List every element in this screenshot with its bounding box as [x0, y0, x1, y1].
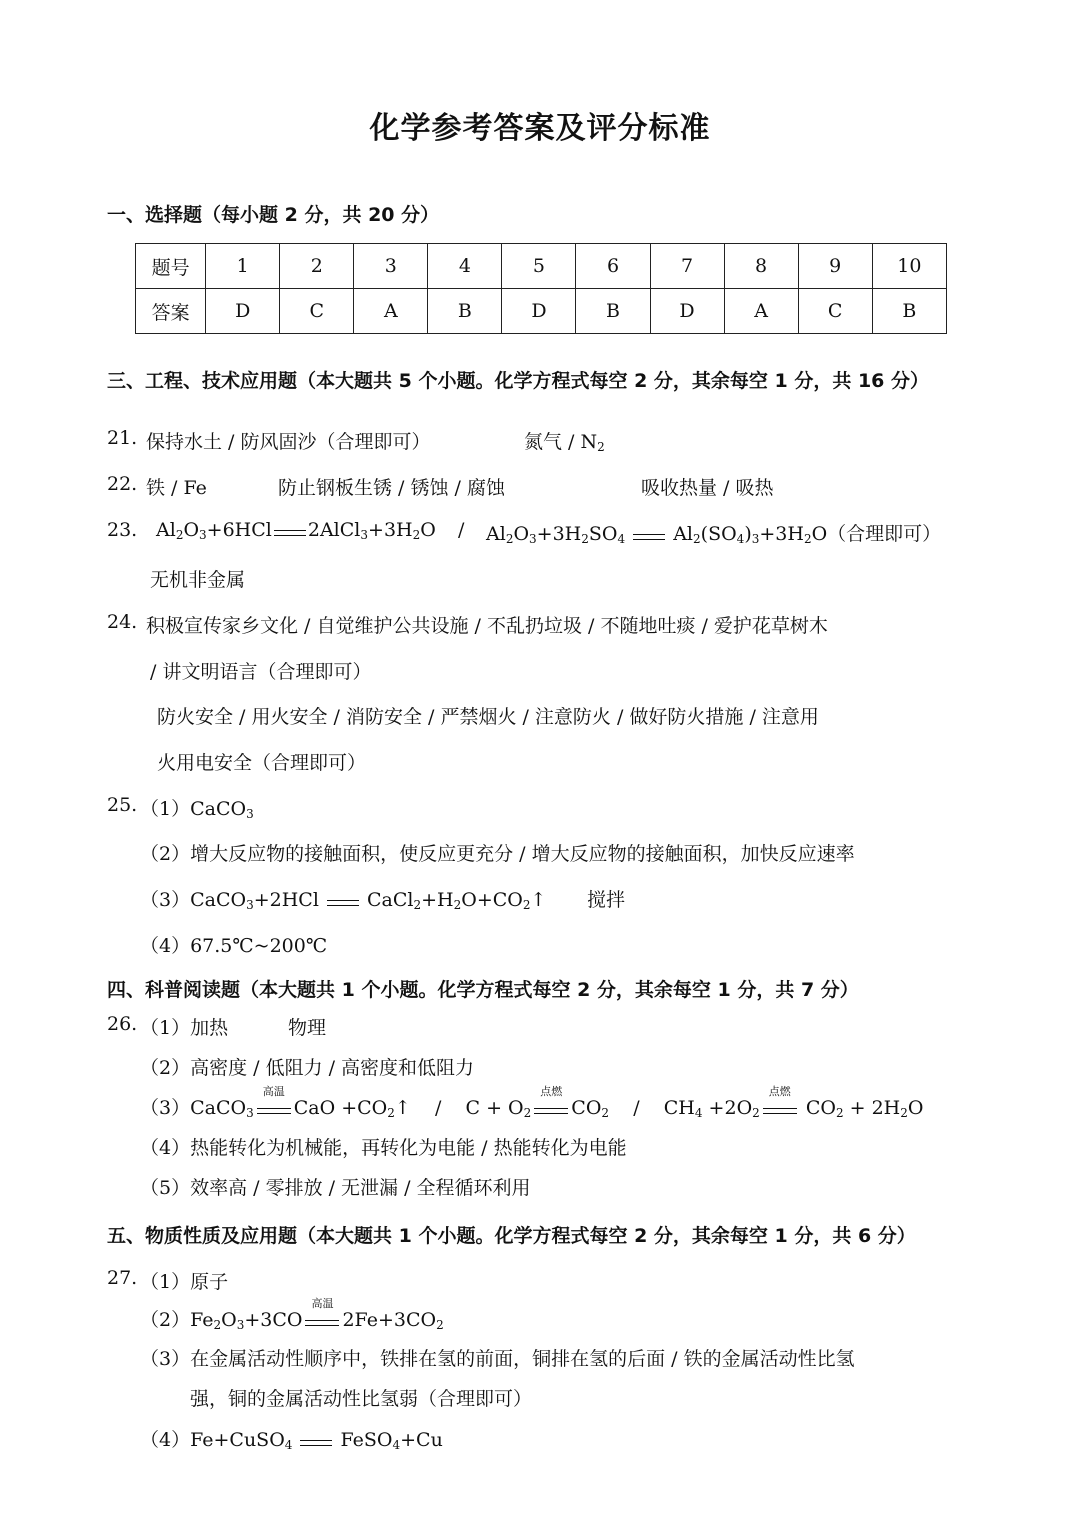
table-cell: 6	[576, 244, 650, 289]
q26-part-4: （4）热能转化为机械能，再转化为电能 / 热能转化为电能	[140, 1137, 627, 1159]
table-cell: 8	[724, 244, 798, 289]
q27-part-2-label: （2）	[140, 1309, 191, 1331]
table-row	[136, 289, 947, 334]
q21-answer-a: 保持水土 / 防风固沙（合理即可）	[146, 431, 431, 453]
condition-equals	[762, 1084, 798, 1119]
table-cell: A	[724, 289, 798, 334]
answer-table	[135, 243, 947, 334]
q23-equation-2: $Al_2O_3+3H_2SO_4$ $Al_2(SO_4)_3+3H_2O$（合理即可）	[486, 523, 942, 546]
q21-answer-b-text: 氮气 / N	[524, 431, 598, 453]
table-cell: D	[650, 289, 724, 334]
section-3-heading: 三、工程、技术应用题（本大题共 5 个小题。化学方程式每空 2 分，其余每空 1 分，共 16 分）	[107, 370, 930, 392]
condition-equals	[304, 1296, 340, 1331]
table-cell: D	[502, 289, 576, 334]
q24-line-4: 火用电安全（合理即可）	[157, 752, 367, 774]
table-cell: 4	[428, 244, 502, 289]
q23-equation-1: $Al_2O_3+6HCl$ $2AlCl_3+3H_2O$	[156, 519, 436, 542]
q23-answer-2: 无机非金属	[150, 569, 246, 591]
q25-part-4: （4）67.5℃~200℃	[140, 935, 328, 957]
table-cell: 2	[280, 244, 354, 289]
table-cell: B	[428, 289, 502, 334]
table-cell: 7	[650, 244, 724, 289]
row-label: 题号	[136, 244, 206, 289]
q26-part-3: （3）CaCO$_3$ 高温 CaO $+CO_2↑$ / $C + O_2$ 点燃 $CO_2$ / $CH_4 +2O_2$ 点燃 $CO_2 + 2H_2O$	[140, 1084, 924, 1120]
table-row	[136, 244, 947, 289]
q26-part-3-label: （3）	[140, 1097, 191, 1119]
q21-number: 21.	[107, 427, 138, 449]
table-cell: 9	[798, 244, 872, 289]
q23-note: （合理即可）	[827, 523, 942, 545]
q27-part-4: （4）Fe+CuSO$_4$ FeSO$_4$+Cu	[140, 1429, 443, 1452]
table-cell: 10	[872, 244, 946, 289]
q22-answer-c: 吸收热量 / 吸热	[641, 477, 774, 499]
table-cell: 1	[206, 244, 280, 289]
condition-label: 高温	[262, 1084, 285, 1098]
q27-part-1: （1）原子	[140, 1271, 229, 1293]
q25-part-2: （2）增大反应物的接触面积，使反应更充分 / 增大反应物的接触面积，加快反应速率	[140, 843, 855, 865]
condition-equals	[533, 1084, 569, 1119]
q27-part-2: $(2)Fe_2O_3+3CO$ 高温 $2Fe+3CO_2$	[140, 1296, 444, 1332]
q25-number: 25.	[107, 794, 138, 816]
table-cell: 5	[502, 244, 576, 289]
condition-equals	[256, 1084, 292, 1119]
q26-part-2: （2）高密度 / 低阻力 / 高密度和低阻力	[140, 1057, 475, 1079]
q24-line-2: / 讲文明语言（合理即可）	[150, 661, 372, 683]
page-title: 化学参考答案及评分标准	[369, 111, 711, 146]
q25-part-1: （1）CaCO$_3$	[140, 798, 254, 821]
q25-part-1-label: （1）	[140, 798, 191, 820]
condition-label: 点燃	[540, 1084, 563, 1098]
table-cell: C	[280, 289, 354, 334]
q26-part-1a: （1）加热	[140, 1017, 229, 1039]
section-4-heading: 四、科普阅读题（本大题共 1 个小题。化学方程式每空 2 分，其余每空 1 分，共 7 分）	[107, 979, 859, 1001]
q23-number: 23.	[107, 519, 138, 541]
row-label: 答案	[136, 289, 206, 334]
table-cell: C	[798, 289, 872, 334]
q27-part-3a: （3）在金属活动性顺序中，铁排在氢的前面，铜排在氢的后面 / 铁的金属活动性比氢	[140, 1348, 855, 1370]
table-cell: B	[872, 289, 946, 334]
q24-line-1: 积极宣传家乡文化 / 自觉维护公共设施 / 不乱扔垃圾 / 不随地吐痰 / 爱护花草树木	[146, 615, 828, 637]
table-cell: 3	[354, 244, 428, 289]
q26-part-5: （5）效率高 / 零排放 / 无泄漏 / 全程循环利用	[140, 1177, 531, 1199]
table-cell: B	[576, 289, 650, 334]
q23-separator: /	[458, 519, 465, 541]
q22-answer-a: 铁 / Fe	[146, 477, 207, 499]
q25-part-3-label: （3）	[140, 889, 191, 911]
q25-part-3: （3）CaCO$_3$+2HCl $CaCl_2+H_2O+CO_2↑$	[140, 889, 547, 912]
table-cell: A	[354, 289, 428, 334]
q24-number: 24.	[107, 611, 138, 633]
q22-number: 22.	[107, 473, 138, 495]
q26-number: 26.	[107, 1013, 138, 1035]
q27-part-3b: 强，铜的金属活动性比氢弱（合理即可）	[190, 1388, 533, 1410]
section-1-heading: 一、选择题（每小题 2 分，共 20 分）	[107, 204, 440, 226]
condition-label: 点燃	[768, 1084, 791, 1098]
condition-label: 高温	[311, 1296, 334, 1310]
q25-part-3-b: 搅拌	[587, 889, 626, 911]
q24-line-3: 防火安全 / 用火安全 / 消防安全 / 严禁烟火 / 注意防火 / 做好防火措施 / 注意用	[157, 706, 819, 728]
q27-number: 27.	[107, 1267, 138, 1289]
section-5-heading: 五、物质性质及应用题（本大题共 1 个小题。化学方程式每空 2 分，其余每空 1 分，共 6 分）	[107, 1225, 916, 1247]
q27-part-4-label: （4）	[140, 1429, 191, 1451]
q26-part-1b: 物理	[288, 1017, 327, 1039]
q21-answer-b: 氮气 / $N_2$	[524, 431, 605, 454]
q22-answer-b: 防止钢板生锈 / 锈蚀 / 腐蚀	[278, 477, 505, 499]
table-cell: D	[206, 289, 280, 334]
